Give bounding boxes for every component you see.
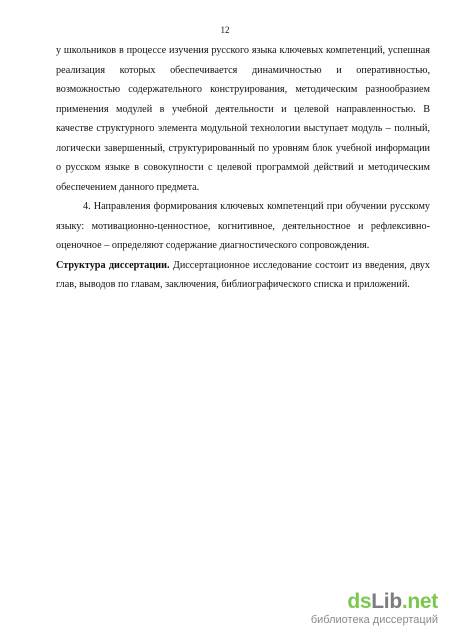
section-lead-heading: Структура диссертации. [56,259,170,271]
logo-lib: Lib [371,590,402,613]
dslib-logo [268,591,438,613]
section-lead-text: Диссертационное исследование состоит из введения, двух глав, выводов по главам, заключения, библиографического списка и приложений. [56,259,430,290]
dslib-watermark [268,591,438,627]
page-number: 12 [220,25,230,35]
logo-ds: ds [347,590,372,613]
watermark-tagline: библиотека диссертаций [310,614,438,626]
document-body [56,41,430,295]
paragraph-dissertation-structure [56,256,430,295]
paragraph-continuation: у школьников в процессе изучения русского языка ключевых компетенций, успешная реализация которых обеспечивается динамичностью и оперативностью, возможностью содержательного конструирования, методическим разнообразием применения модулей в учебной деятельности и целевой направленностью. В качестве структурного элемента модульной технологии выступает модуль – полный, логически завершенный, структурированный по уровням блок учебной информации о русском языке в совокупности с целевой программой действий и методическим обеспечением данного предмета. [56,45,430,193]
paragraph-item-4: 4. Направления формирования ключевых компетенций при обучении русскому языку: мотивационно-ценностное, когнитивное, деятельностное и рефлексивно-оценочное – определяют содержание диагностического сопровождения. [56,201,430,251]
logo-net: .net [401,590,438,613]
